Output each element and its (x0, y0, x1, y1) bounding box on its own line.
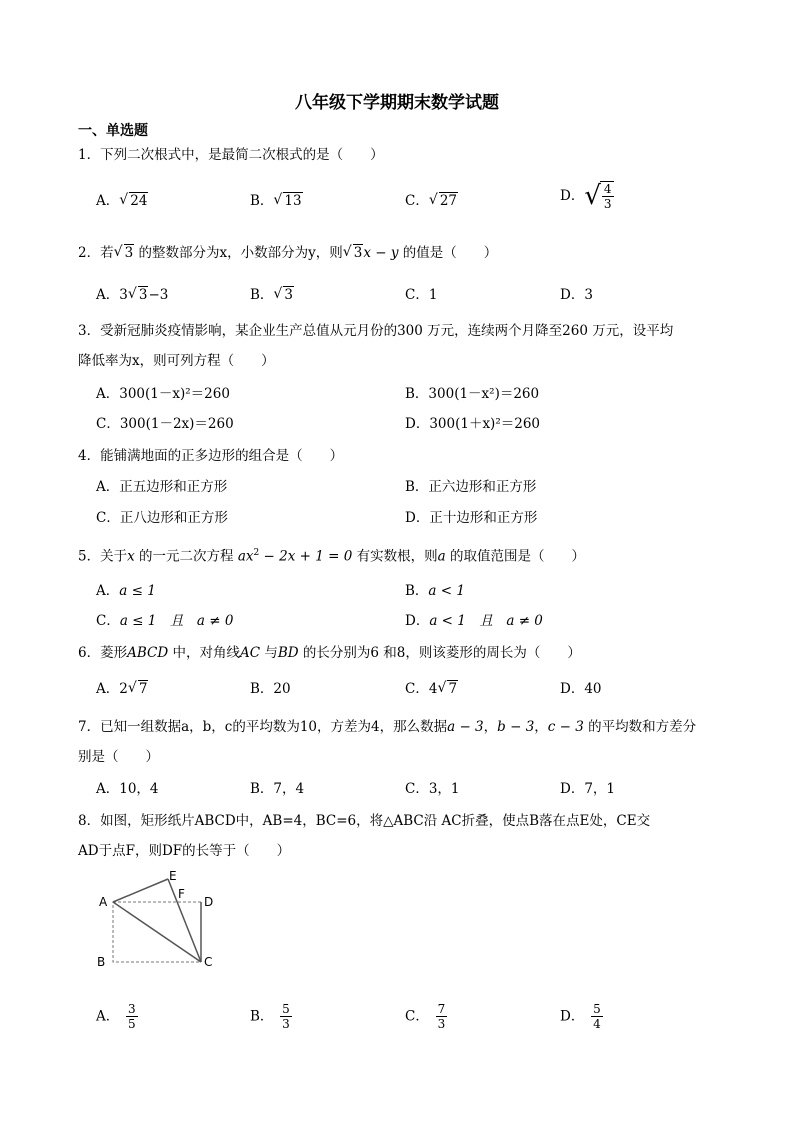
q4-stem: 4．能铺满地面的正多边形的组合是（ ） (78, 448, 344, 464)
q7-option-c: C．3，1 (405, 781, 460, 797)
q4-option-d: D．正十边形和正方形 (405, 510, 538, 526)
q5-stem: 5．关于x 的一元二次方程 $ax^2 - 2x + 1 = 0$ 有实数根，则a 的取值范围是（ ） (78, 548, 585, 565)
q7-option-b: B．7，4 (250, 781, 305, 797)
q8-stem-line1: 8．如图，矩形纸片ABCD中，AB=4，BC=6，将△ABC沿 AC折叠，使点B落在点E处，CE交 (78, 813, 651, 829)
q6-option-a: A．2√ 7 (96, 679, 148, 699)
point-label-f: F (178, 887, 185, 901)
page-title: 八年级下学期期末数学试题 (295, 93, 499, 113)
q2-option-b: B．√ 3 (250, 285, 294, 305)
q8-stem-line2: AD于点F，则DF的长等于（ ） (78, 843, 291, 859)
q5-option-a: A．a ≤ 1 (96, 583, 156, 599)
q1-option-c: C．√ 27 (405, 191, 458, 211)
q2-option-d: D．3 (560, 287, 593, 303)
point-label-c: C (204, 955, 213, 969)
q6-option-d: D．40 (560, 681, 602, 697)
point-label-d: D (204, 895, 214, 909)
q6-stem: 6．菱形ABCD 中，对角线AC 与BD 的长分别为6 和8，则该菱形的周长为（ ） (78, 645, 581, 661)
q5-option-d: D．a < 1 且 a ≠ 0 (405, 613, 543, 629)
q8-figure (90, 866, 230, 976)
q8-option-d: D． $\frac{5}{4}$ (560, 1002, 601, 1031)
q8-option-a: A． $\frac{3}{5}$ (96, 1002, 136, 1031)
section-heading: 一、单选题 (78, 123, 148, 139)
q8-option-b: B． $\frac{5}{3}$ (250, 1002, 290, 1031)
segment-ae (113, 879, 168, 902)
q7-option-a: A．10，4 (96, 781, 159, 797)
q7-stem-line2: 别是（ ） (78, 749, 159, 765)
q1-option-a: A．√ 24 (96, 191, 148, 211)
q1-option-b: B．√ 13 (250, 191, 303, 211)
q2-option-c: C．1 (405, 287, 438, 303)
q4-option-a: A．正五边形和正方形 (96, 479, 228, 495)
q3-option-d: D．300(1＋x)²＝260 (405, 416, 541, 432)
q6-option-c: C．4√ 7 (405, 679, 458, 699)
q4-option-c: C．正八边形和正方形 (96, 510, 228, 526)
q4-option-b: B．正六边形和正方形 (405, 479, 537, 495)
q7-stem-line1: 7．已知一组数据a，b，c的平均数为10，方差为4，那么数据a − 3，b − 3，c − 3 的平均数和方差分 (78, 719, 697, 735)
q1-option-d: D． √ $\frac{4}{3}$ (560, 181, 612, 211)
q3-option-a: A．300(1－x)²＝260 (96, 386, 230, 402)
q8-option-c: C． $\frac{7}{3}$ (405, 1002, 446, 1031)
q3-option-b: B．300(1－x²)＝260 (405, 386, 540, 402)
diagonal-ac (113, 902, 201, 962)
q3-stem-line1: 3．受新冠肺炎疫情影响，某企业生产总值从元月份的300 万元，连续两个月降至260 万元，设平均 (78, 323, 674, 339)
q5-option-b: B．a < 1 (405, 583, 465, 599)
q6-option-b: B．20 (250, 681, 291, 697)
q2-option-a: A．3√ 3−3 (96, 285, 168, 305)
point-label-e: E (169, 869, 177, 883)
point-label-b: B (97, 955, 106, 969)
q5-option-c: C．a ≤ 1 且 a ≠ 0 (96, 613, 234, 629)
q1-stem: 1．下列二次根式中，是最简二次根式的是（ ） (78, 147, 384, 163)
q7-option-d: D．7，1 (560, 781, 616, 797)
q3-stem-line2: 降低率为x，则可列方程（ ） (78, 353, 275, 369)
point-label-a: A (99, 895, 108, 909)
q2-stem: 2．若√ 3 的整数部分为x，小数部分为y，则√ 3x − y 的值是（ ） (78, 243, 497, 263)
q3-option-c: C．300(1－2x)＝260 (96, 416, 234, 432)
